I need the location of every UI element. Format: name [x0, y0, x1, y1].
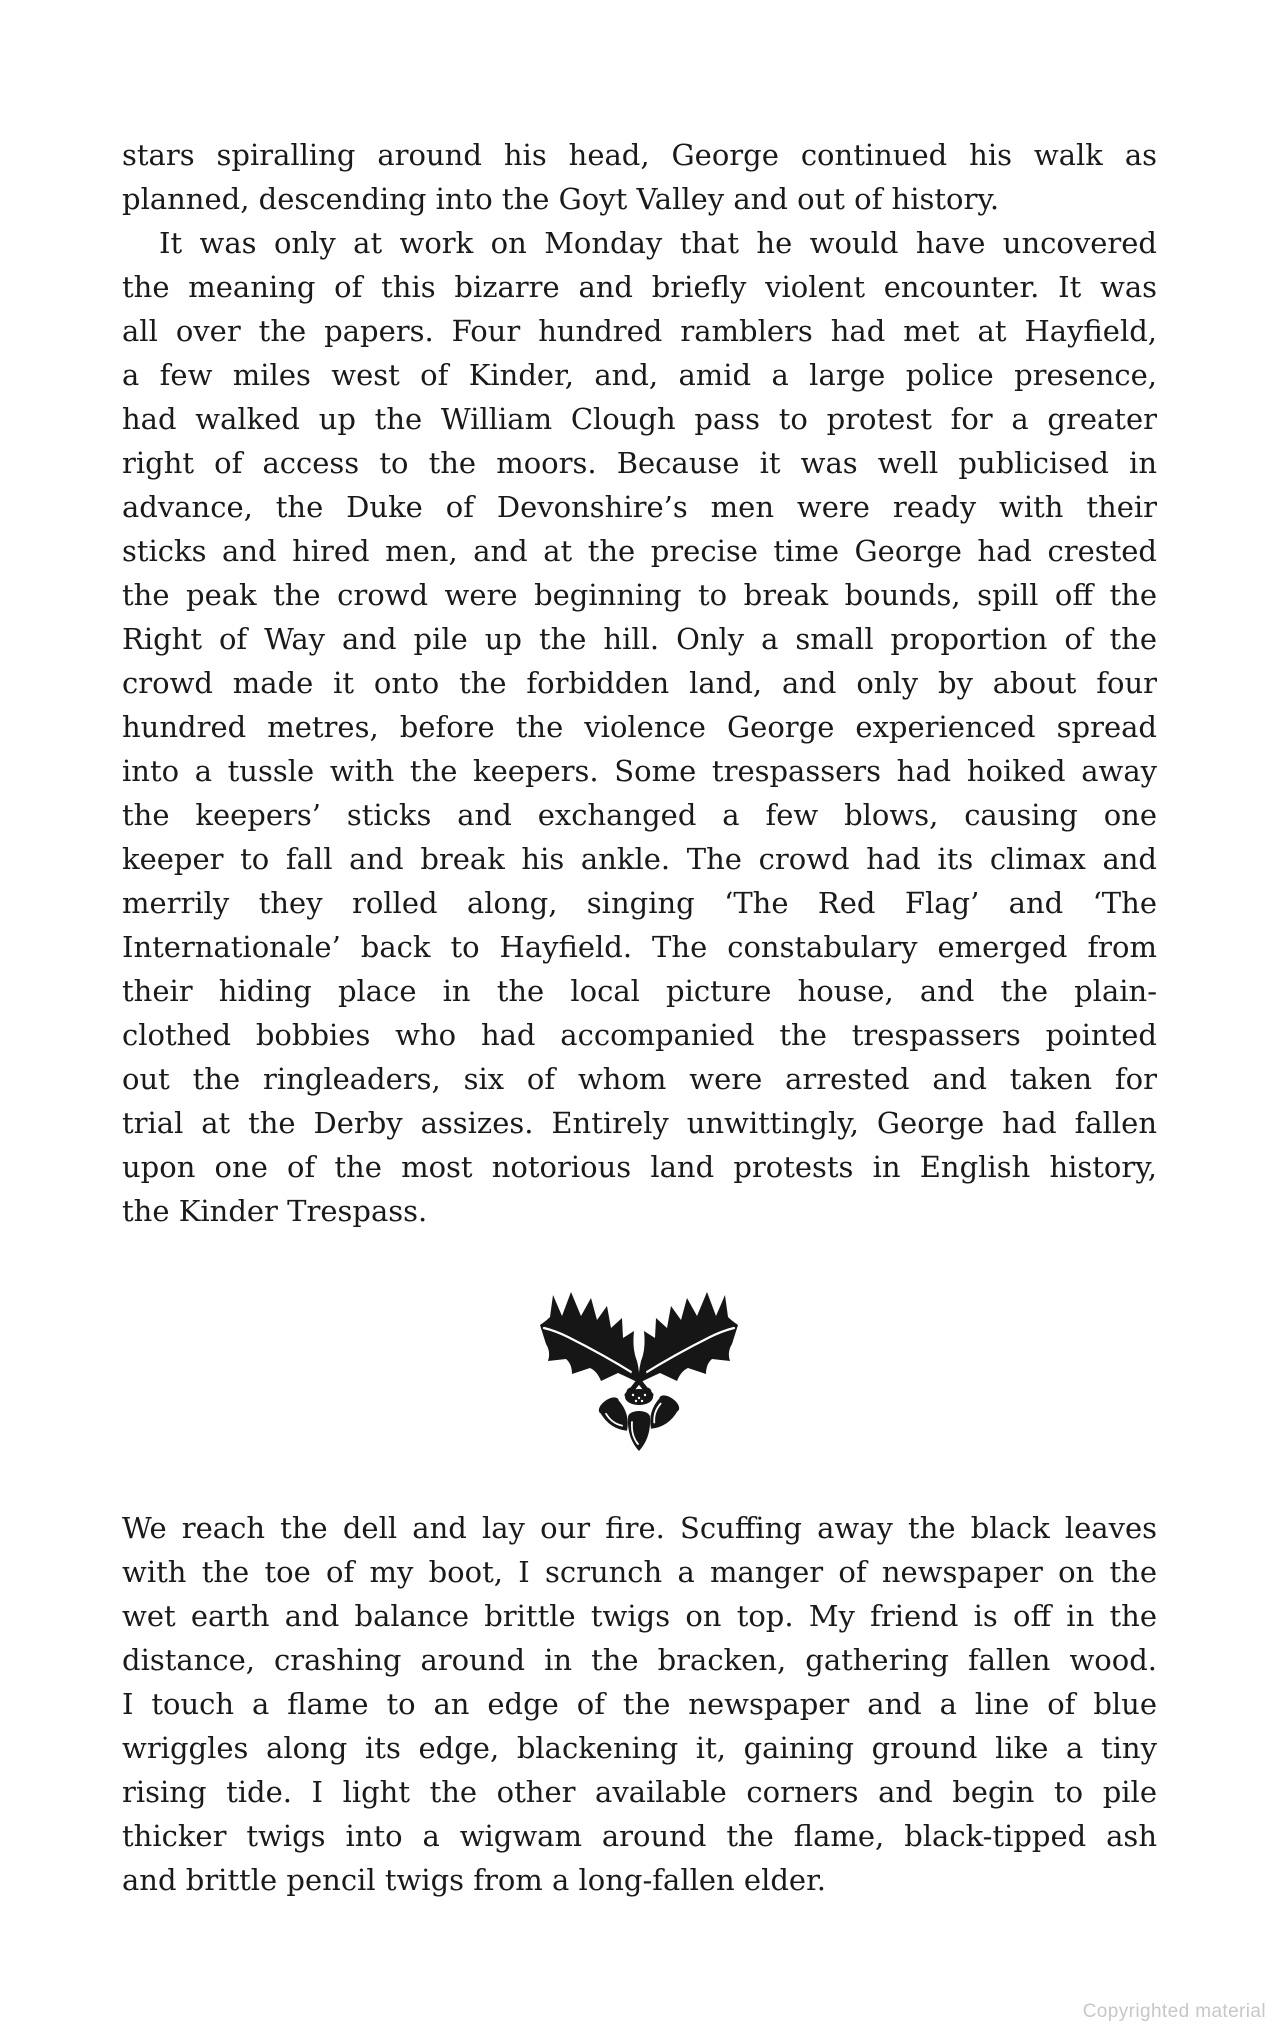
text-line: stars spiralling around his head, George continued his walk as — [122, 138, 1157, 172]
text-line: We reach the dell and lay our fire. Scuffing away the black leaves — [122, 1511, 1157, 1545]
text-line: had walked up the William Clough pass to protest for a greater — [122, 402, 1157, 436]
text-line: Internationale’ back to Hayfield. The constabulary emerged from — [122, 930, 1157, 964]
text-line: upon one of the most notorious land protests in English history, — [122, 1150, 1157, 1184]
text-line: and brittle pencil twigs from a long-fallen elder. — [122, 1863, 826, 1897]
text-line: wet earth and balance brittle twigs on top. My friend is off in the — [122, 1599, 1157, 1633]
text-line: all over the papers. Four hundred ramblers had met at Hayfield, — [122, 314, 1157, 348]
text-line: right of access to the moors. Because it was well publicised in — [122, 446, 1157, 480]
text-line: into a tussle with the keepers. Some trespassers had hoiked away — [122, 754, 1157, 788]
text-line: their hiding place in the local picture house, and the plain- — [122, 974, 1157, 1008]
text-line: hundred metres, before the violence George experienced spread — [122, 710, 1157, 744]
text-line: rising tide. I light the other available corners and begin to pile — [122, 1775, 1157, 1809]
text-line: planned, descending into the Goyt Valley and out of history. — [122, 182, 1000, 216]
text-line: the peak the crowd were beginning to break bounds, spill off the — [122, 578, 1157, 612]
text-line: the keepers’ sticks and exchanged a few blows, causing one — [122, 798, 1157, 832]
text-line: with the toe of my boot, I scrunch a manger of newspaper on the — [122, 1555, 1157, 1589]
text-line: It was only at work on Monday that he would have uncovered — [159, 226, 1157, 260]
copyright-watermark: Copyrighted material — [1082, 2001, 1266, 2022]
text-line: trial at the Derby assizes. Entirely unwittingly, George had fallen — [122, 1106, 1157, 1140]
text-line: merrily they rolled along, singing ‘The Red Flag’ and ‘The — [122, 886, 1157, 920]
text-line: a few miles west of Kinder, and, amid a large police presence, — [122, 358, 1157, 392]
text-line: crowd made it onto the forbidden land, and only by about four — [122, 666, 1157, 700]
paragraph-continuation — [122, 133, 1157, 221]
text-line: the meaning of this bizarre and briefly violent encounter. It was — [122, 270, 1157, 304]
text-line: Right of Way and pile up the hill. Only a small proportion of the — [122, 622, 1157, 656]
text-line: advance, the Duke of Devonshire’s men were ready with their — [122, 490, 1157, 524]
text-block-upper — [122, 133, 1157, 1233]
text-block-lower — [122, 1506, 1157, 1902]
paragraph-we-reach-the-dell — [122, 1506, 1157, 1902]
section-divider-ornament — [538, 1291, 740, 1453]
text-line: distance, crashing around in the bracken, gathering fallen wood. — [122, 1643, 1157, 1677]
text-line: the Kinder Trespass. — [122, 1194, 428, 1228]
text-line: I touch a flame to an edge of the newspaper and a line of blue — [122, 1687, 1157, 1721]
text-line: clothed bobbies who had accompanied the trespassers pointed — [122, 1018, 1157, 1052]
text-line: sticks and hired men, and at the precise time George had crested — [122, 534, 1157, 568]
text-line: thicker twigs into a wigwam around the flame, black-tipped ash — [122, 1819, 1157, 1853]
text-line: wriggles along its edge, blackening it, gaining ground like a tiny — [122, 1731, 1157, 1765]
oak-leaves-acorns-icon — [538, 1291, 740, 1453]
text-line: out the ringleaders, six of whom were arrested and taken for — [122, 1062, 1157, 1096]
text-line: keeper to fall and break his ankle. The crowd had its climax and — [122, 842, 1157, 876]
paragraph-kinder-trespass — [122, 221, 1157, 1233]
